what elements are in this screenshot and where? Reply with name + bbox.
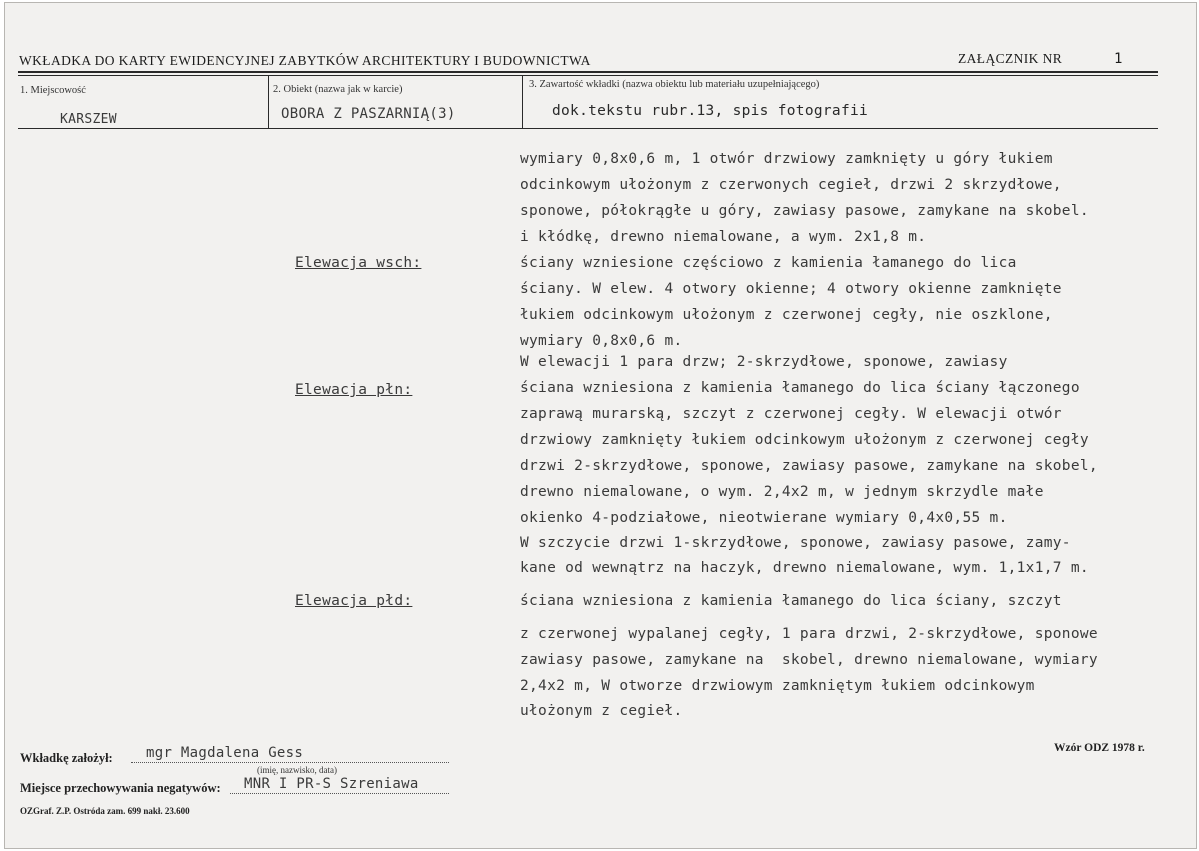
- header-rule: [18, 71, 1158, 73]
- author-label: Wkładkę założył:: [20, 751, 113, 765]
- storage-line: [230, 793, 449, 794]
- contents-label: 3. Zawartość wkładki (nazwa obiektu lub materiału uzupełniającego): [529, 79, 820, 90]
- text-line: W szczycie drzwi 1-skrzydłowe, sponowe, zawiasy pasowe, zamy-: [520, 535, 1071, 551]
- text-line: z czerwonej wypalanej cegły, 1 para drzwi, 2-skrzydłowe, sponowe: [520, 626, 1098, 642]
- text-line: wymiary 0,8x0,6 m, 1 otwór drzwiowy zamknięty u góry łukiem: [520, 151, 1053, 167]
- text-line: kane od wewnątrz na haczyk, drewno niemalowane, wym. 1,1x1,7 m.: [520, 560, 1089, 576]
- text-line: łukiem odcinkowym ułożonym z czerwonej cegły, nie oszklone,: [520, 307, 1053, 323]
- text-line: wymiary 0,8x0,6 m.: [520, 333, 683, 349]
- text-line: zaprawą murarską, szczyt z czerwonej cegły. W elewacji otwór: [520, 406, 1062, 422]
- text-line: drzwiowy zamknięty łukiem odcinkowym ułożonym z czerwonej cegły: [520, 432, 1089, 448]
- text-line: ściana wzniesiona z kamienia łamanego do lica ściany, szczyt: [520, 593, 1062, 609]
- contents-value: dok.tekstu rubr.13, spis fotografii: [552, 103, 869, 119]
- author-line: [131, 762, 449, 763]
- text-line: ściany. W elew. 4 otwory okienne; 4 otwory okienne zamknięte: [520, 281, 1062, 297]
- section-heading-east: Elewacja wsch:: [295, 255, 422, 271]
- attachment-label: ZAŁĄCZNIK NR: [958, 51, 1063, 66]
- text-line: drzwi 2-skrzydłowe, sponowe, zawiasy pasowe, zamykane na skobel,: [520, 458, 1098, 474]
- field-rule: [18, 128, 1158, 129]
- section-heading-north: Elewacja płn:: [295, 382, 413, 398]
- text-line: ułożonym z cegieł.: [520, 703, 683, 719]
- attachment-number: 1: [1114, 51, 1123, 67]
- storage-value: MNR I PR-S Szreniawa: [244, 776, 419, 792]
- field-divider: [268, 76, 269, 129]
- field-divider: [522, 76, 523, 129]
- text-line: i kłódkę, drewno niemalowane, a wym. 2x1,8 m.: [520, 229, 927, 245]
- object-value: OBORA Z PASZARNIĄ(3): [281, 106, 456, 122]
- header-rule-thin: [18, 75, 1158, 76]
- text-line: ściana wzniesiona z kamienia łamanego do lica ściany łączonego: [520, 380, 1080, 396]
- storage-label: Miejsce przechowywania negatywów:: [20, 781, 221, 795]
- text-line: odcinkowym ułożonym z czerwonych cegieł, drzwi 2 skrzydłowe,: [520, 177, 1062, 193]
- template-note: Wzór ODZ 1978 r.: [1054, 742, 1145, 754]
- text-line: ściany wzniesione częściowo z kamienia łamanego do lica: [520, 255, 1017, 271]
- author-value: mgr Magdalena Gess: [146, 745, 304, 761]
- text-line: zawiasy pasowe, zamykane na skobel, drewno niemalowane, wymiary: [520, 652, 1098, 668]
- text-line: okienko 4-podziałowe, nieotwierane wymiary 0,4x0,55 m.: [520, 510, 1008, 526]
- section-heading-south: Elewacja płd:: [295, 593, 413, 609]
- text-line: W elewacji 1 para drzw; 2-skrzydłowe, sponowe, zawiasy: [520, 354, 1008, 370]
- text-line: sponowe, półokrągłe u góry, zawiasy pasowe, zamykane na skobel.: [520, 203, 1089, 219]
- text-line: drewno niemalowane, o wym. 2,4x2 m, w jednym skrzydle małe: [520, 484, 1044, 500]
- author-hint: (imię, nazwisko, data): [257, 765, 337, 775]
- print-info: OZGraf. Z.P. Ostróda zam. 699 nakł. 23.600: [20, 806, 190, 816]
- locality-value: KARSZEW: [60, 112, 117, 127]
- document-sheet: [4, 2, 1197, 849]
- form-title: WKŁADKA DO KARTY EWIDENCYJNEJ ZABYTKÓW ARCHITEKTURY I BUDOWNICTWA: [19, 53, 591, 68]
- object-label: 2. Obiekt (nazwa jak w karcie): [273, 84, 403, 95]
- text-line: 2,4x2 m, W otworze drzwiowym zamkniętym łukiem odcinkowym: [520, 678, 1035, 694]
- locality-label: 1. Miejscowość: [20, 85, 86, 96]
